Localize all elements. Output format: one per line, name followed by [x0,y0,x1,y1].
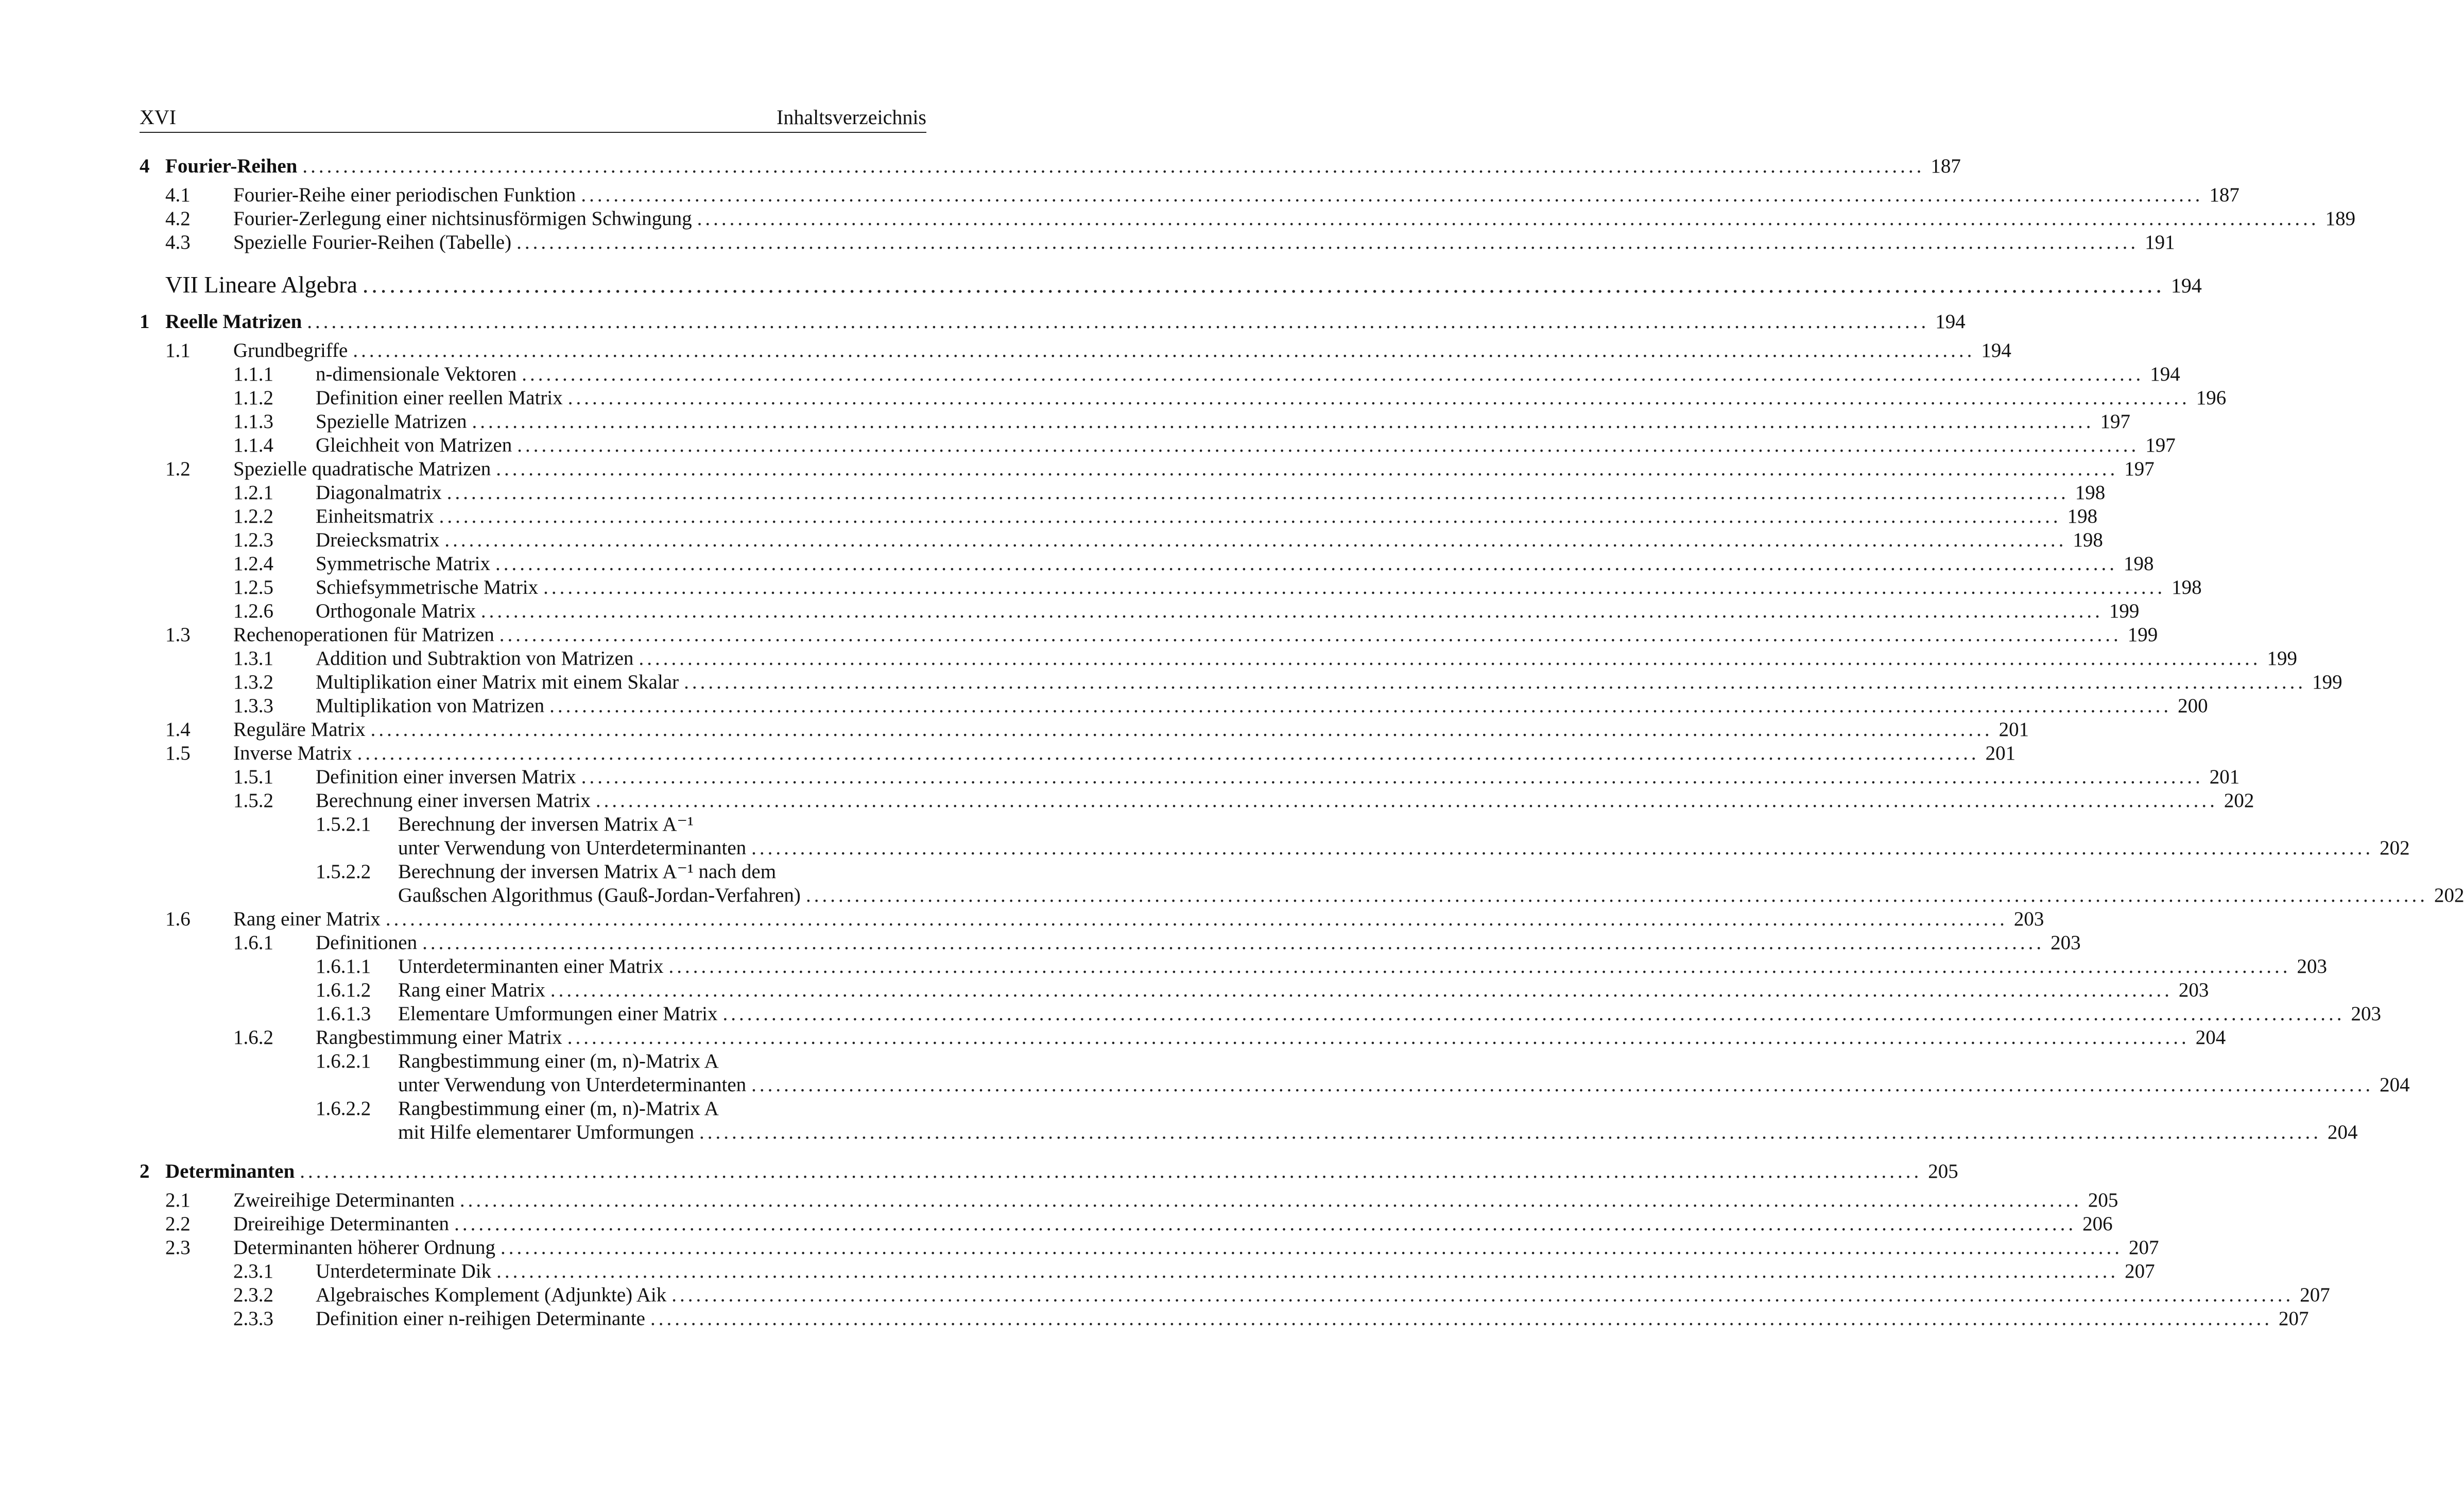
toc-entry-title-line [233,1189,2118,1212]
toc-page-number: 203 [2051,932,2081,954]
toc-entry-number: 1.5.1 [233,766,273,788]
toc-entry[interactable] [140,813,926,836]
toc-entry-title-line [233,457,2155,481]
toc-entry-title: Unterdeterminate Dik [316,1260,492,1282]
toc-entry-number: 1.6.2 [233,1026,273,1048]
toc-entry-number: 1.6.2.1 [316,1050,371,1072]
toc-entry-title-line [316,670,2342,694]
toc-entry-title-line [316,576,2202,599]
toc-entry-title-line [316,599,2140,623]
toc-entry-title-line [233,907,2044,931]
toc-entry-title: Dreiecksmatrix [316,529,440,551]
toc-leader-dots: ........................................................................................................................................................................................................ [581,184,2203,206]
toc-entry-title-line [398,1002,2382,1026]
toc-page-number: 197 [2145,434,2176,456]
toc-entry-title: Unterdeterminanten einer Matrix [398,955,664,977]
page-header [140,101,926,133]
page-number: XVI [140,106,177,129]
toc-entry-title-line [398,1121,2358,1144]
toc-entry[interactable] [140,836,2410,860]
toc-page-number: 198 [2172,576,2202,598]
toc-entry-title: Addition und Subtraktion von Matrizen [316,647,634,669]
toc-page-number: 198 [2073,529,2103,551]
toc-entry-title-line [398,1097,926,1121]
toc-spacer [140,1144,926,1160]
toc-leader-dots: ........................................................................................................................................................................................................ [385,908,2008,930]
toc-leader-dots: ........................................................................................................................................................................................................ [480,600,2103,622]
toc-leader-dots: ........................................................................................................................................................................................................ [302,155,1925,177]
toc-entry-title: Determinanten höherer Ordnung [233,1236,495,1259]
toc-entry-title: Rangbestimmung einer Matrix [316,1026,562,1048]
toc-entry-number: 1.3.2 [233,671,273,693]
toc-spacer [140,178,926,183]
toc-entry-title-line [316,765,2240,789]
toc-page-number: 207 [2279,1308,2309,1330]
toc-page-number: 191 [2145,231,2175,253]
toc-leader-dots: ........................................................................................................................................................................................................ [300,1160,1922,1182]
toc-entry-title: Grundbegriffe [233,339,348,362]
toc-entry[interactable] [140,1307,2309,1331]
toc-leader-dots: ........................................................................................................................................................................................................ [639,647,2261,669]
toc-leader-dots: ........................................................................................................................................................................................................ [496,458,2118,480]
toc-entry[interactable] [140,1073,2410,1097]
toc-entry-title-line [233,623,2158,647]
toc-page-number: 199 [2312,671,2342,693]
toc-leader-dots: ........................................................................................................................................................................................................ [671,1284,2294,1306]
toc-entry-title-line [316,552,2154,576]
toc-entry-title: Dreireihige Determinanten [233,1213,450,1235]
toc-entry-title-line [398,1073,2410,1097]
toc-entry-title: Rangbestimmung einer (m, n)-Matrix A [398,1097,719,1120]
toc-entry[interactable] [140,931,2081,955]
toc-leader-dots: ........................................................................................................................................................................................................ [697,208,2319,230]
toc-entry-title: Rang einer Matrix [398,979,545,1001]
toc-entry-number: 1.6.2.2 [316,1097,371,1120]
toc-entry-number: 1.6 [165,908,191,930]
toc-entry[interactable] [140,231,2175,254]
toc-spacer [140,254,926,270]
toc-leader-dots: ........................................................................................................................................................................................................ [684,671,2306,693]
toc-entry-title-line [233,742,2016,765]
toc-entry-title: Spezielle quadratische Matrizen [233,458,491,480]
toc-leader-dots: ........................................................................................................................................................................................................ [516,231,2139,253]
toc-entry[interactable] [140,742,2016,765]
toc-page-number: 201 [2209,766,2240,788]
toc-entry-title: Rechenoperationen für Matrizen [233,624,494,646]
toc-entry-title-line [316,410,2130,434]
toc-entry[interactable] [140,457,2155,481]
toc-page-number: 203 [2297,955,2327,977]
toc-entry[interactable] [140,884,2464,907]
toc-entry-title-line [316,528,2103,552]
toc-page-number: 206 [2082,1213,2113,1235]
toc-leader-dots: ........................................................................................................................................................................................................ [751,1074,2374,1096]
toc-entry-title: Einheitsmatrix [316,505,434,527]
toc-entry[interactable] [140,1283,2330,1307]
toc-entry-title-line [316,1026,2226,1050]
toc-entry[interactable] [140,765,2240,789]
toc-entry-title-line [316,931,2081,955]
toc-leader-dots: ........................................................................................................................................................................................................ [699,1121,2322,1143]
toc-entry[interactable] [140,1212,2113,1236]
toc-entry-title-line [398,978,2209,1002]
toc-page-number: 201 [1998,718,2029,741]
toc-page-number: 189 [2325,208,2356,230]
toc-entry[interactable] [140,410,2130,434]
toc-page-number: 204 [2195,1026,2226,1048]
toc-entry-title: Schiefsymmetrische Matrix [316,576,539,598]
toc-entry[interactable] [140,528,2103,552]
toc-leader-dots: ........................................................................................................................................................................................................ [722,1003,2345,1025]
toc-entry-number: 1.4 [165,718,191,741]
toc-entry-number: 1.5.2.2 [316,861,371,883]
toc-entry-title: Zweireihige Determinanten [233,1189,455,1211]
toc-leader-dots: ........................................................................................................................................................................................................ [543,576,2166,598]
toc-leader-dots: ........................................................................................................................................................................................................ [668,955,2291,977]
toc-chapter-entry[interactable] [140,1160,1958,1183]
toc-leader-dots: ........................................................................................................................................................................................................ [499,624,2122,646]
toc-entry-title: Berechnung einer inversen Matrix [316,789,591,812]
toc-entry-title: unter Verwendung von Unterdeterminanten [398,1074,747,1096]
toc-entry-title: Elementare Umformungen einer Matrix [398,1003,718,1025]
toc-entry-title: mit Hilfe elementarer Umformungen [398,1121,695,1143]
toc-entry-number: 1.2.6 [233,600,273,622]
toc-entry-title: Definition einer n-reihigen Determinante [316,1308,645,1330]
toc-chapter-entry[interactable] [140,154,1961,178]
toc-entry[interactable] [140,623,2158,647]
toc-page-number: 207 [2300,1284,2330,1306]
toc-leader-dots: ........................................................................................................................................................................................................ [595,789,2218,812]
toc-entry-number: 1.1.2 [233,387,273,409]
toc-entry-title: n-dimensionale Vektoren [316,363,517,385]
toc-entry-number: 4.1 [165,184,191,206]
toc-page-number: 207 [2128,1236,2159,1259]
toc-leader-dots: ........................................................................................................................................................................................................ [444,529,2067,551]
toc-entry-title: unter Verwendung von Unterdeterminanten [398,837,747,859]
toc-entry-title: Fourier-Zerlegung einer nichtsinusförmigen Schwingung [233,208,692,230]
toc-entry-title-line [316,694,2208,718]
toc-entry[interactable] [140,907,2044,931]
toc-page-number: 197 [2124,458,2155,480]
toc-page-number: 194 [1935,311,1966,333]
toc-leader-dots: ........................................................................................................................................................................................................ [472,410,2094,433]
toc-entry-title: Determinanten [165,1160,295,1182]
toc-entry-title-line [233,231,2175,254]
toc-entry[interactable] [140,860,926,884]
toc-leader-dots: ........................................................................................................................................................................................................ [454,1213,2077,1235]
toc-entry-title-line [398,955,2327,978]
toc-entry-title: Fourier-Reihen [165,155,298,177]
toc-page-number: 202 [2434,884,2464,906]
toc-entry[interactable] [140,481,2106,505]
toc-entry-number: 1.2.3 [233,529,273,551]
toc-entry-title: Multiplikation einer Matrix mit einem Skalar [316,671,679,693]
toc-entry-number: 1.6.1 [233,932,273,954]
toc-entry-number: 1.1.4 [233,434,273,456]
toc-entry-title-line [165,154,1961,178]
toc-entry-number: 1.5.2.1 [316,813,371,835]
toc-entry[interactable] [140,1097,926,1121]
toc-entry-number: 2.3.2 [233,1284,273,1306]
toc-page-number: 199 [2267,647,2297,669]
toc-entry-title: Gleichheit von Matrizen [316,434,512,456]
toc-page-number: 202 [2224,789,2254,812]
toc-leader-dots: ........................................................................................................................................................................................................ [517,434,2140,456]
toc-entry[interactable] [140,363,2180,386]
toc-entry[interactable] [140,1121,2358,1144]
toc-entry-title-line [316,1260,2155,1283]
toc-entry[interactable] [140,552,2154,576]
toc-entry-title-line [316,647,2297,670]
toc-page-number: 198 [2124,553,2154,575]
toc-entry-number: 1.2.2 [233,505,273,527]
toc-page-number: 197 [2100,410,2130,433]
toc-leader-dots: ........................................................................................................................................................................................................ [650,1308,2272,1330]
toc-entry[interactable] [140,670,2342,694]
toc-entry-title-line [233,207,2356,231]
toc-entry-number: 2.3 [165,1236,191,1259]
toc-leader-dots: ........................................................................................................................................................................................................ [549,695,2172,717]
toc-entry-number: 2.3.3 [233,1308,273,1330]
toc-entry[interactable] [140,789,2254,813]
toc-entry-title: Definitionen [316,932,418,954]
toc-leader-dots: ........................................................................................................................................................................................................ [459,1189,2082,1211]
toc-entry-number: 1.2 [165,458,191,480]
toc-entry-number: 1.5.2 [233,789,273,812]
toc-entry-number: 2.2 [165,1213,191,1235]
toc-leader-dots: ........................................................................................................................................................................................................ [751,837,2374,859]
toc-entry[interactable] [140,1002,2382,1026]
toc-entry-number: 1.2.5 [233,576,273,598]
toc-entry[interactable] [140,386,2227,410]
toc-entry-title: Berechnung der inversen Matrix A⁻¹ nach dem [398,861,777,883]
toc-entry-title-line [398,860,926,884]
toc-entry-title: Definition einer inversen Matrix [316,766,576,788]
toc-entry-title: Symmetrische Matrix [316,553,491,575]
toc-page-number: 203 [2178,979,2209,1001]
toc-part-entry[interactable] [140,270,2202,300]
toc-entry-title-line [316,505,2098,528]
toc-entry-title-line [233,1212,2113,1236]
toc-page-number: 203 [2351,1003,2382,1025]
toc-entry-title-line [316,386,2227,410]
toc-page-number: 198 [2075,482,2106,504]
toc-entry[interactable] [140,1236,2159,1260]
toc-entry-number: 2.3.1 [233,1260,273,1282]
toc-entry-title-line [165,1160,1958,1183]
toc-entry-number: 1.1 [165,339,191,362]
toc-page-number: 198 [2067,505,2098,527]
toc-entry-number: 1.2.4 [233,553,273,575]
toc-entry-number: 1.3.1 [233,647,273,669]
toc-page-number: 203 [2013,908,2044,930]
toc-leader-dots: ........................................................................................................................................................................................................ [495,553,2118,575]
toc-entry[interactable] [140,647,2297,670]
toc-entry-title: Reguläre Matrix [233,718,366,741]
toc-entry-title: Algebraisches Komplement (Adjunkte) Aik [316,1284,667,1306]
toc-page-number: 207 [2125,1260,2155,1282]
toc-entry-title-line [316,1307,2309,1331]
toc-leader-dots: ........................................................................................................................................................................................................ [567,387,2190,409]
toc-entry-number: 1.3 [165,624,191,646]
toc-spacer [140,334,926,339]
toc-entry-title-line [316,789,2254,813]
toc-entry-title: Rang einer Matrix [233,908,381,930]
toc-entry-title-line [233,1236,2159,1260]
toc-leader-dots: ........................................................................................................................................................................................................ [422,932,2045,954]
toc-entry-title-line [233,183,2239,207]
toc-entry-number: 2 [140,1160,150,1182]
toc-entry-number: 2.1 [165,1189,191,1211]
toc-entry-number: 1 [140,311,150,333]
toc-entry-title: Rangbestimmung einer (m, n)-Matrix A [398,1050,719,1072]
toc-page-number: 187 [2209,184,2239,206]
toc-entry-number: 1.1.3 [233,410,273,433]
toc-page-number: 205 [2088,1189,2118,1211]
toc-entry[interactable] [140,505,2098,528]
toc-entry-title: Multiplikation von Matrizen [316,695,545,717]
toc-page-number: 201 [1985,742,2016,764]
toc-entry-number: 1.1.1 [233,363,273,385]
toc-entry-title-line [398,884,2464,907]
toc-entry-title: Inverse Matrix [233,742,352,764]
toc-page-number: 200 [2178,695,2208,717]
toc-leader-dots: ........................................................................................................................................................................................................ [370,718,1993,741]
toc-entry-number: 1.6.1.2 [316,979,371,1001]
toc-page-number: 196 [2196,387,2227,409]
running-title: Inhaltsverzeichnis [777,106,926,129]
toc-leader-dots: ........................................................................................................................................................................................................ [581,766,2203,788]
toc-spacer [140,1183,926,1189]
toc-entry-title-line [165,310,1966,334]
toc-page-number: 204 [2328,1121,2358,1143]
toc-entry[interactable] [140,694,2208,718]
toc-leader-dots: ........................................................................................................................................................................................................ [567,1026,2190,1048]
toc-entry[interactable] [140,1260,2155,1283]
toc-leader-dots: ........................................................................................................................................................................................................ [805,884,2428,906]
toc-entry-title-line [316,363,2180,386]
toc-entry[interactable] [140,1189,2118,1212]
toc-entry[interactable] [140,339,2011,363]
toc-entry-title-line [233,339,2011,363]
toc-entry-number: 1.2.1 [233,482,273,504]
toc-entry[interactable] [140,434,2176,457]
toc-entry[interactable] [140,1050,926,1073]
toc-leader-dots: ........................................................................................................................................................................................................ [307,311,1929,333]
toc-entry[interactable] [140,718,2029,742]
toc-entry-title-line [316,1283,2330,1307]
toc-entry[interactable] [140,576,2202,599]
toc-entry-title-line [398,836,2410,860]
toc-leader-dots: ........................................................................................................................................................................................................ [439,505,2061,527]
toc-page-number: 187 [1931,155,1961,177]
table-of-contents [140,154,2464,1331]
toc-page-number: 194 [2150,363,2180,385]
toc-page-number: 199 [2127,624,2158,646]
toc-page-number: 205 [1928,1160,1958,1182]
toc-entry-number: 1.3.3 [233,695,273,717]
toc-entry-title-line [316,434,2176,457]
toc-leader-dots: ........................................................................................................................................................................................................ [522,363,2144,385]
toc-leader-dots: ........................................................................................................................................................................................................ [362,271,2165,298]
toc-entry-title: Spezielle Fourier-Reihen (Tabelle) [233,231,512,253]
toc-entry-title-line [165,270,2202,301]
toc-entry-title: Berechnung der inversen Matrix A⁻¹ [398,813,694,835]
toc-entry-number: 1.6.1.3 [316,1003,371,1025]
toc-leader-dots: ........................................................................................................................................................................................................ [357,742,1979,764]
toc-entry[interactable] [140,183,2239,207]
toc-entry[interactable] [140,207,2356,231]
toc-entry-title: Reelle Matrizen [165,311,302,333]
toc-page-number: 194 [2170,274,2202,297]
toc-page-number: 199 [2109,600,2140,622]
toc-entry-number: 4.2 [165,208,191,230]
toc-entry-title: VII Lineare Algebra [165,271,357,298]
toc-spacer [140,300,926,310]
toc-entry-title: Gaußschen Algorithmus (Gauß-Jordan-Verfahren) [398,884,801,906]
toc-entry-number: 4.3 [165,231,191,253]
toc-entry-title: Diagonalmatrix [316,482,442,504]
toc-leader-dots: ........................................................................................................................................................................................................ [353,339,1975,362]
toc-entry-title: Fourier-Reihe einer periodischen Funktion [233,184,576,206]
toc-entry-number: 1.6.1.1 [316,955,371,977]
toc-chapter-entry[interactable] [140,310,1966,334]
toc-page-number: 204 [2380,1074,2410,1096]
toc-entry[interactable] [140,978,2209,1002]
toc-leader-dots: ........................................................................................................................................................................................................ [500,1236,2123,1259]
toc-leader-dots: ........................................................................................................................................................................................................ [496,1260,2119,1282]
toc-page-number: 202 [2380,837,2410,859]
toc-entry-title-line [233,718,2029,742]
toc-entry-number: 1.5 [165,742,191,764]
toc-entry-title-line [398,813,926,836]
toc-leader-dots: ........................................................................................................................................................................................................ [550,979,2173,1001]
toc-entry-title-line [316,481,2106,505]
toc-entry-title-line [398,1050,926,1073]
toc-entry-title: Spezielle Matrizen [316,410,467,433]
toc-entry-number: 4 [140,155,150,177]
toc-entry[interactable] [140,955,2327,978]
toc-entry[interactable] [140,1026,2226,1050]
toc-entry[interactable] [140,599,2140,623]
toc-entry-title: Orthogonale Matrix [316,600,476,622]
toc-entry-title: Definition einer reellen Matrix [316,387,563,409]
toc-leader-dots: ........................................................................................................................................................................................................ [446,482,2069,504]
toc-page-number: 194 [1981,339,2011,362]
